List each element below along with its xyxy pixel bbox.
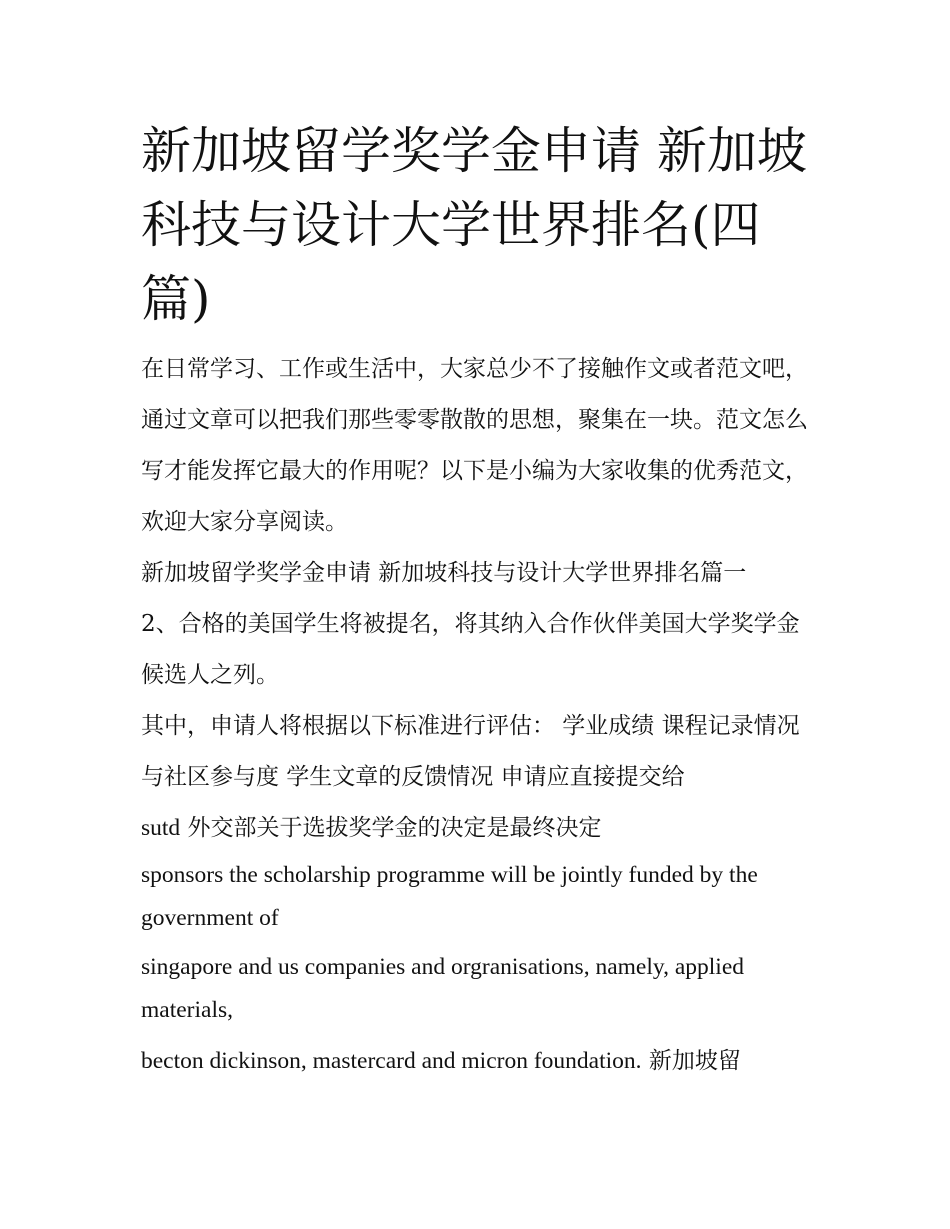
document-body: [141, 114, 821, 1087]
foundation-text: becton dickinson, mastercard and micron foundation.: [141, 1048, 642, 1074]
decision-text: 外交部关于选拔奖学金的决定是最终决定: [180, 815, 602, 841]
criteria-paragraph: 其中，申请人将根据以下标准进行评估： 学业成绩 课程记录情况与社区参与度 学生文章的反馈情况 申请应直接提交给: [141, 713, 800, 790]
foundation-line: [141, 1036, 821, 1087]
sutd-text: sutd: [141, 815, 181, 841]
continuation-text: 新加坡留: [641, 1048, 741, 1074]
sponsors-paragraph: sponsors the scholarship programme will be jointly funded by the government of: [141, 862, 758, 931]
intro-paragraph: 在日常学习、工作或生活中，大家总少不了接触作文或者范文吧，通过文章可以把我们那些零零散散的思想，聚集在一块。范文怎么写才能发挥它最大的作用呢？以下是小编为大家收集的优秀范文，欢迎大家分享阅读。: [141, 356, 808, 535]
sutd-decision-line: [141, 803, 821, 854]
document-title: 新加坡留学奖学金申请 新加坡科技与设计大学世界排名(四篇): [141, 122, 807, 328]
companies-paragraph: singapore and us companies and orgranisations, namely, applied materials,: [141, 954, 745, 1023]
section-heading: 新加坡留学奖学金申请 新加坡科技与设计大学世界排名篇一: [141, 560, 747, 586]
nomination-paragraph: 2、合格的美国学生将被提名，将其纳入合作伙伴美国大学奖学金候选人之列。: [141, 611, 800, 688]
